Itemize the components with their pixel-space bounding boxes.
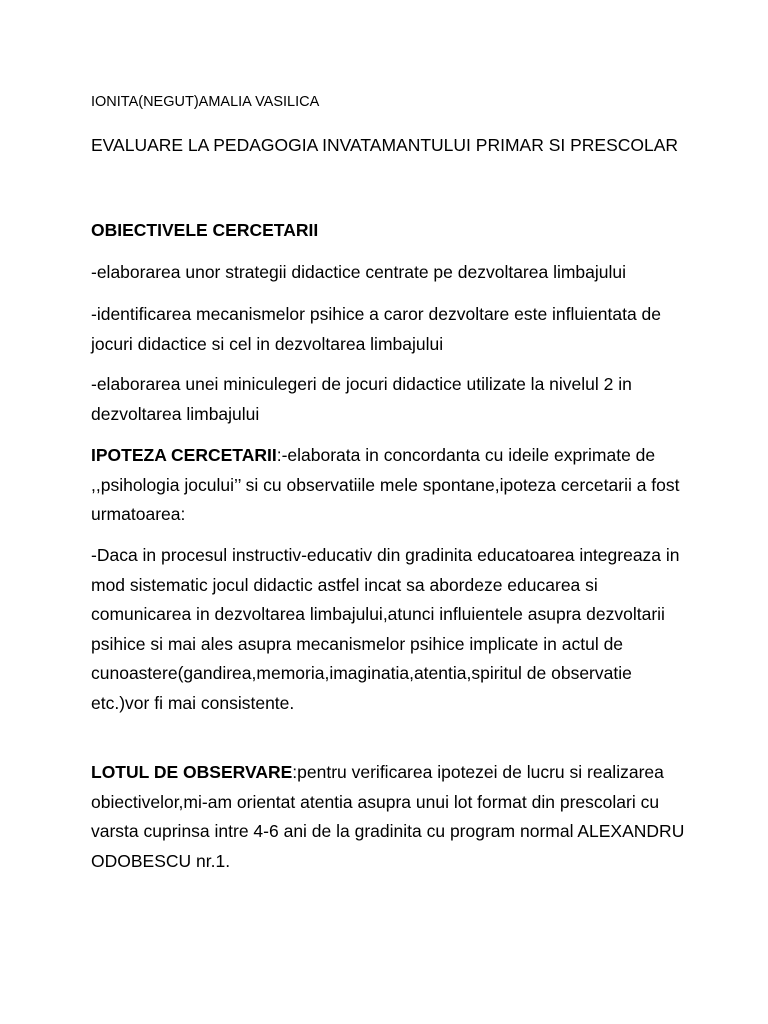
objective-item: -elaborarea unei miniculegeri de jocuri didactice utilizate la nivelul 2 in dezvoltarea limbajului bbox=[91, 374, 632, 424]
objective-item: -identificarea mecanismelor psihice a caror dezvoltare este influientata de jocuri didactice si cel in dezvoltarea limbajului bbox=[91, 304, 662, 354]
observation-group-paragraph bbox=[91, 758, 691, 876]
observation-group-text: :pentru verificarea ipotezei de lucru si realizarea obiectivelor,mi-am orientat atentia asupra unui lot format din prescolari cu varsta cuprinsa intre 4-6 ani de la gradinita cu program normal ALEXANDRU ODOBESCU nr.1. bbox=[91, 762, 685, 871]
course-title: EVALUARE LA PEDAGOGIA INVATAMANTULUI PRIMAR SI PRESCOLAR bbox=[91, 135, 679, 155]
hypothesis-detail: -Daca in procesul instructiv-educativ din gradinita educatoarea integreaza in mod sistematic jocul didactic astfel incat sa abordeze educarea si comunicarea in dezvoltarea limbajului,atunci influientele asupra dezvoltarii psihice si mai ales asupra mecanismelor psihice implicate in actul de cunoastere(gandirea,memoria,imaginatia,atentia,spiritul de observatie etc.)vor fi mai consistente. bbox=[91, 545, 680, 713]
hypothesis-label: IPOTEZA CERCETARII bbox=[91, 445, 277, 465]
objective-item: -elaborarea unor strategii didactice centrate pe dezvoltarea limbajului bbox=[91, 262, 627, 282]
author-name: IONITA(NEGUT)AMALIA VASILICA bbox=[91, 94, 320, 110]
observation-group-label: LOTUL DE OBSERVARE bbox=[91, 762, 293, 782]
objectives-heading: OBIECTIVELE CERCETARII bbox=[91, 220, 319, 240]
hypothesis-paragraph bbox=[91, 441, 691, 530]
hypothesis-text: :-elaborata in concordanta cu ideile exprimate de ,,psihologia jocului’’ si cu observatiile mele spontane,ipoteza cercetarii a fost urmatoarea: bbox=[91, 445, 680, 525]
